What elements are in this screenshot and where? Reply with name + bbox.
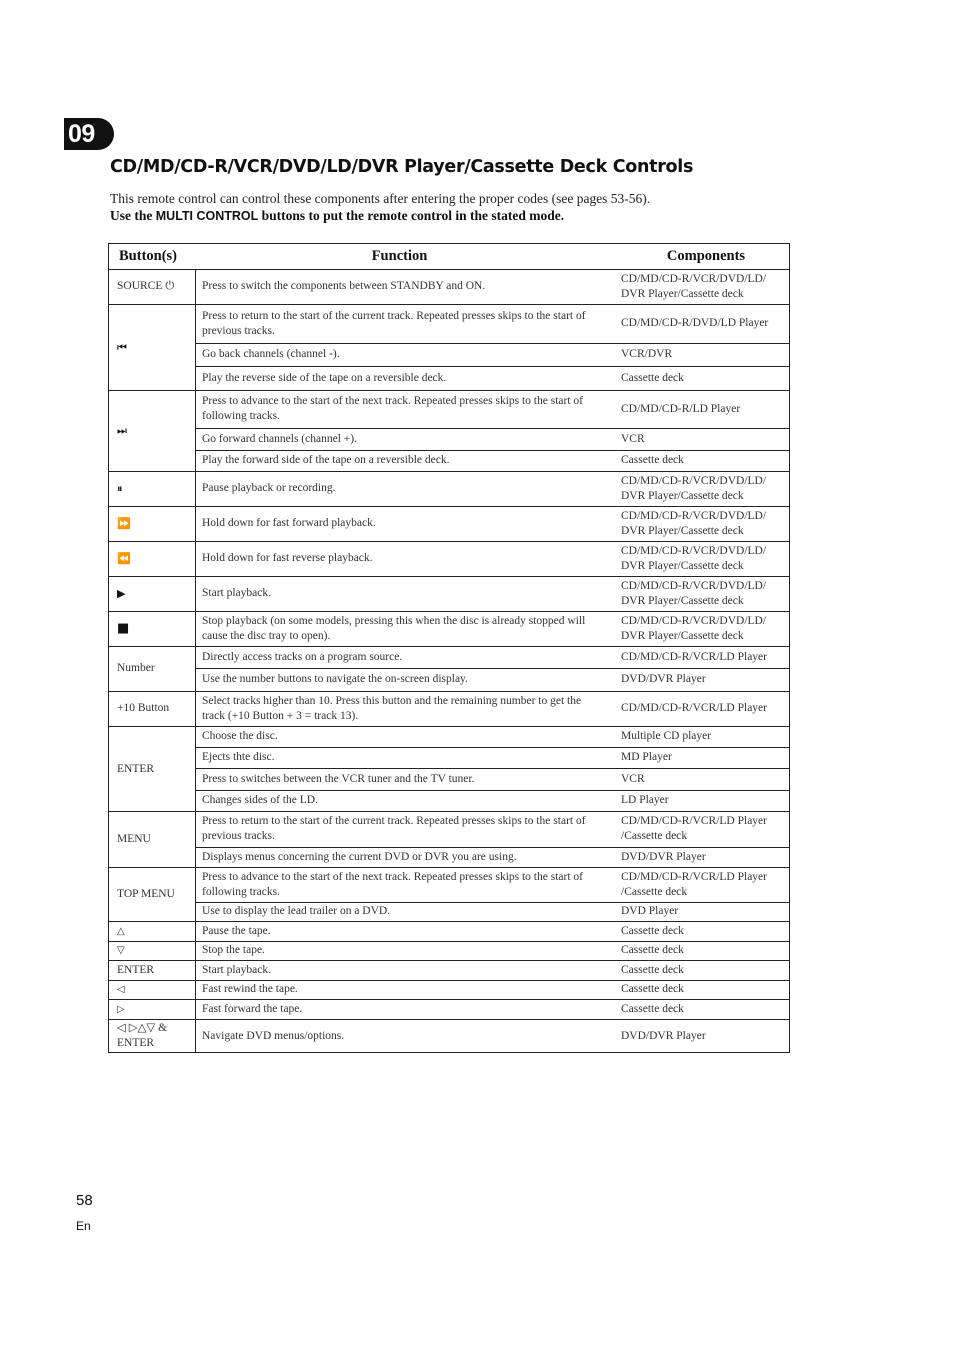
table-row: [109, 576, 789, 611]
component-cell: CD/MD/CD-R/VCR/LD Player /Cassette deck: [621, 815, 767, 842]
function-cell: Fast forward the tape.: [202, 1002, 303, 1015]
function-cell: Press to switch the components between STANDBY and ON.: [202, 280, 486, 292]
function-cell: Displays menus concerning the current DVD or DVR you are using.: [202, 850, 517, 863]
table-row: [109, 999, 789, 1019]
table-row: [109, 611, 789, 646]
function-cell: Pause the tape.: [202, 924, 271, 937]
function-cell: Press to return to the start of the current track. Repeated presses skips to the start of previous tracks.: [202, 815, 586, 842]
component-cell: Cassette deck: [621, 1002, 684, 1015]
component-cell: CD/MD/CD-R/VCR/DVD/LD/ DVR Player/Cassette deck: [621, 509, 767, 537]
column-divider: [195, 269, 196, 1052]
button-label: +10 Button: [117, 702, 170, 714]
function-cell: Hold down for fast forward playback.: [202, 517, 376, 529]
component-cell: DVD/DVR Player: [621, 1029, 706, 1042]
function-cell: Changes sides of the LD.: [202, 793, 318, 806]
button-label: ⏪: [117, 552, 130, 565]
button-label: ENTER: [117, 762, 155, 775]
component-cell: DVD Player: [621, 905, 679, 917]
function-cell: Directly access tracks on a program source.: [202, 650, 403, 663]
button-label: ⏭: [117, 424, 126, 437]
component-cell: CD/MD/CD-R/VCR/DVD/LD/ DVR Player/Cassette deck: [621, 544, 767, 572]
button-label: ▽: [117, 945, 125, 956]
function-cell: Press to advance to the start of the next track. Repeated presses skips to the start of following tracks.: [202, 395, 583, 422]
component-cell: CD/MD/CD-R/VCR/LD Player /Cassette deck: [621, 870, 767, 898]
table-row: [109, 902, 789, 921]
button-label: Number: [117, 662, 155, 674]
button-label: TOP MENU: [117, 887, 175, 900]
button-cell: [109, 921, 195, 941]
intro-instruction-post: buttons to put the remote control in the stated mode.: [258, 208, 565, 223]
button-label: ■: [117, 621, 130, 636]
page-title: CD/MD/CD-R/VCR/DVD/LD/DVR Player/Cassette Deck Controls: [110, 157, 694, 177]
component-cell: VCR/DVR: [621, 348, 673, 360]
function-cell: Play the forward side of the tape on a reversible deck.: [202, 454, 450, 466]
button-label: MENU: [117, 832, 151, 845]
button-cell: [109, 691, 195, 726]
button-label: ⏸: [117, 482, 122, 495]
button-cell: [109, 941, 195, 960]
button-cell: [109, 1019, 195, 1053]
button-label: ⏮: [117, 340, 126, 354]
button-label: △: [117, 925, 125, 937]
component-cell: Multiple CD player: [621, 730, 712, 742]
button-cell: [109, 980, 195, 999]
component-cell: CD/MD/CD-R/VCR/DVD/LD/ DVR Player/Cassette deck: [621, 474, 767, 502]
button-cell: [109, 541, 195, 576]
table-row: [109, 747, 789, 768]
button-label: ▷: [117, 1003, 125, 1015]
function-cell: Start playback.: [202, 963, 271, 976]
function-cell: Start playback.: [202, 587, 271, 599]
component-cell: CD/MD/CD-R/VCR/DVD/LD/ DVR Player/Cassette deck: [621, 614, 767, 642]
table-row: [109, 390, 789, 437]
function-cell: Navigate DVD menus/options.: [202, 1029, 345, 1042]
table-row: [109, 789, 789, 811]
table-row: [109, 941, 789, 960]
function-cell: Stop playback (on some models, pressing this when the disc is already stopped will cause the disc tray to open).: [202, 614, 586, 642]
button-cell: [109, 576, 195, 611]
component-cell: Cassette deck: [621, 454, 684, 466]
component-cell: CD/MD/CD-R/VCR/LD Player: [621, 650, 767, 663]
language-label: En: [76, 1219, 91, 1233]
function-cell: Hold down for fast reverse playback.: [202, 552, 373, 564]
table-header: [109, 244, 789, 270]
table-row: [109, 343, 789, 366]
header-buttons: Button(s): [119, 248, 178, 264]
table-row: [109, 768, 789, 790]
table-row: [109, 960, 789, 980]
function-cell: Press to advance to the start of the next track. Repeated presses skips to the start of following tracks.: [202, 870, 583, 898]
component-cell: CD/MD/CD-R/DVD/LD Player: [621, 317, 769, 329]
header-function: Function: [371, 248, 428, 264]
component-cell: Cassette deck: [621, 944, 684, 956]
function-cell: Use to display the lead trailer on a DVD.: [202, 905, 391, 917]
button-label: SOURCE ⏻: [117, 280, 175, 292]
button-cell: [109, 506, 195, 541]
function-cell: Stop the tape.: [202, 944, 265, 956]
button-cell: [109, 960, 195, 980]
component-cell: CD/MD/CD-R/VCR/DVD/LD/ DVR Player/Cassette deck: [621, 272, 767, 300]
button-cell: [109, 269, 195, 304]
component-cell: Cassette deck: [621, 963, 684, 976]
function-cell: Go forward channels (channel +).: [202, 432, 357, 445]
table-row: [109, 366, 789, 390]
table-row: [109, 668, 789, 691]
component-cell: DVD/DVR Player: [621, 673, 706, 685]
component-cell: VCR: [621, 432, 645, 445]
chapter-number: 09: [68, 120, 95, 148]
function-cell: Go back channels (channel -).: [202, 348, 340, 360]
component-cell: CD/MD/CD-R/VCR/DVD/LD/ DVR Player/Cassette deck: [621, 579, 767, 607]
button-cell: [109, 611, 195, 646]
header-components: Components: [666, 248, 746, 264]
table-row: [109, 450, 789, 471]
table-row: [109, 980, 789, 999]
page-number: 58: [76, 1192, 93, 1209]
component-cell: Cassette deck: [621, 371, 684, 384]
intro-instruction: [110, 208, 564, 224]
table-row: [109, 506, 789, 541]
button-label: ▶: [117, 587, 125, 600]
table-row: [109, 269, 789, 304]
function-cell: Fast rewind the tape.: [202, 983, 298, 995]
table-row: [109, 811, 789, 847]
table-row: [109, 646, 789, 674]
function-cell: Ejects thte disc.: [202, 751, 275, 763]
button-label: ENTER: [117, 963, 155, 976]
table-row: [109, 867, 789, 902]
button-cell: [109, 999, 195, 1019]
component-cell: CD/MD/CD-R/VCR/LD Player: [621, 702, 767, 714]
button-label: ◁: [117, 984, 125, 995]
table-row: [109, 847, 789, 867]
table-row: [109, 1019, 789, 1053]
component-cell: DVD/DVR Player: [621, 850, 706, 863]
component-cell: Cassette deck: [621, 983, 684, 995]
function-cell: Pause playback or recording.: [202, 482, 336, 494]
controls-table: [108, 243, 790, 1053]
function-cell: Press to return to the start of the current track. Repeated presses skips to the start of previous tracks.: [202, 309, 586, 337]
table-row: [109, 691, 789, 726]
function-cell: Choose the disc.: [202, 730, 278, 742]
multi-control-keyword: MULTI CONTROL: [155, 209, 259, 223]
component-cell: CD/MD/CD-R/LD Player: [621, 402, 741, 415]
function-cell: Use the number buttons to navigate the on-screen display.: [202, 673, 468, 685]
function-cell: Press to switches between the VCR tuner and the TV tuner.: [202, 772, 475, 785]
chapter-badge: [64, 118, 114, 150]
function-cell: Play the reverse side of the tape on a reversible deck.: [202, 371, 447, 384]
intro-instruction-pre: Use the: [110, 208, 156, 223]
table-row: [109, 541, 789, 576]
button-cell: [109, 471, 195, 506]
component-cell: VCR: [621, 772, 645, 785]
component-cell: MD Player: [621, 751, 672, 763]
button-label: ⏩: [117, 517, 130, 530]
function-cell: Select tracks higher than 10. Press this button and the remaining number to get the track (+10 Button + 3 = track 13).: [202, 694, 582, 722]
table-row: [109, 471, 789, 506]
table-row: [109, 921, 789, 941]
intro-text: This remote control can control these components after entering the proper codes (see pages 53-56).: [110, 191, 651, 206]
table-row: [109, 428, 789, 450]
component-cell: Cassette deck: [621, 924, 684, 937]
button-label: ◁ ▷△▽ & ENTER: [117, 1022, 168, 1049]
component-cell: LD Player: [621, 793, 669, 806]
